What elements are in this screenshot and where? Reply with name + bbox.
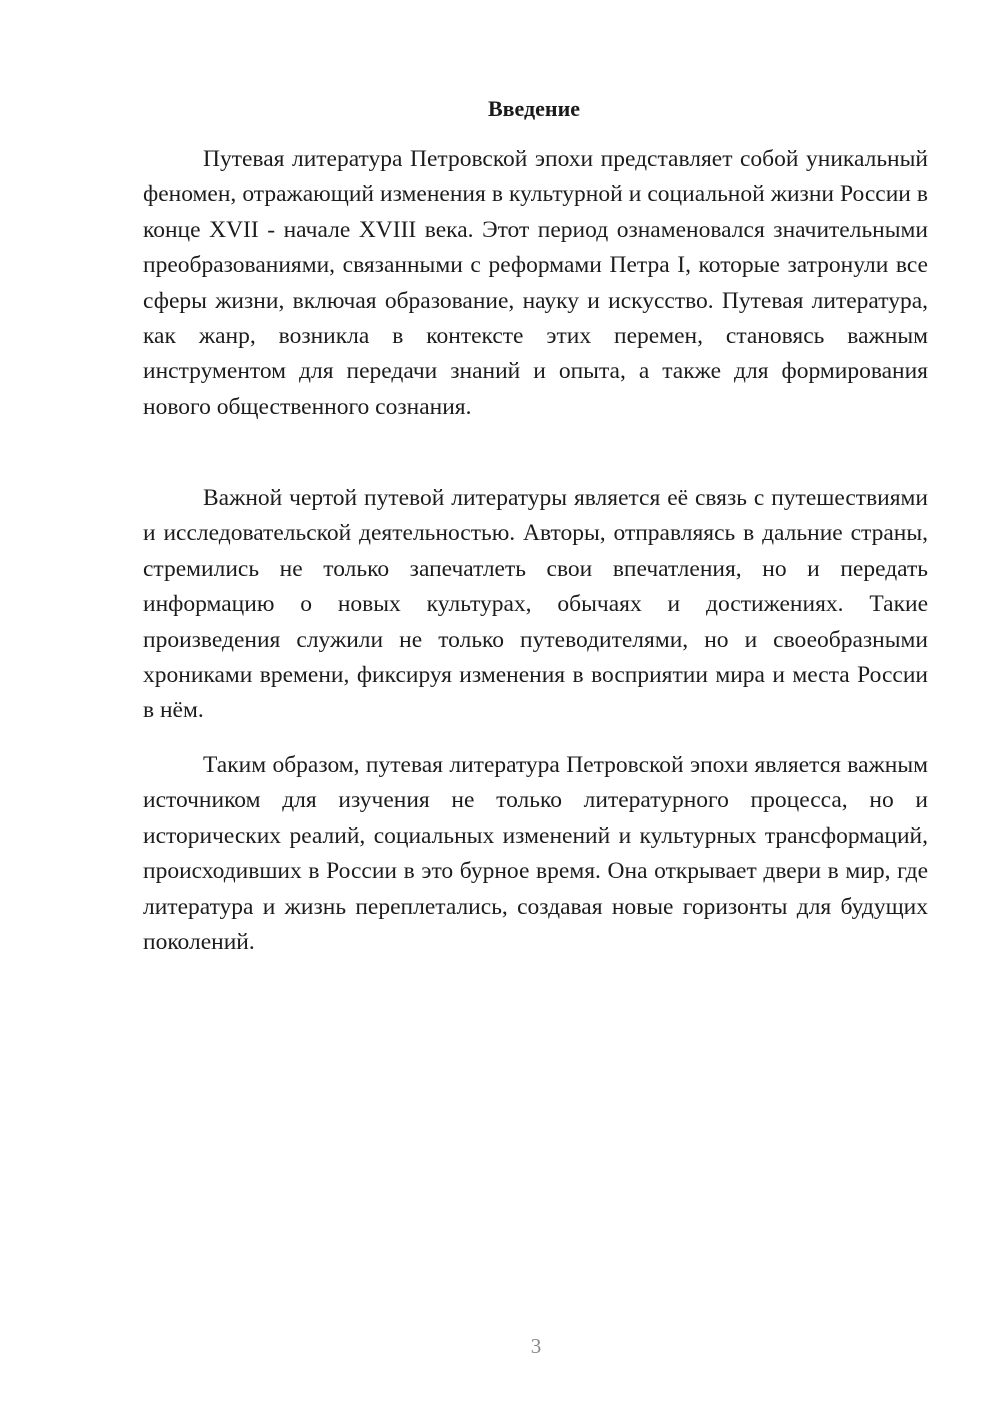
paragraph-intro: Путевая литература Петровской эпохи представляет собой уникальный феномен, отражающий изменения в культурной и социальной жизни России в конце XVII - начале XVIII века. Этот период ознаменовался значительными преобразованиями, связанными с реформами Петра I, которые затронули все сферы жизни, включая образование, науку и искусство. Путевая литература, как жанр, возникла в контексте этих перемен, становясь важным инструментом для передачи знаний и опыта, а также для формирования нового общественного сознания. bbox=[143, 146, 928, 420]
section-heading: Введение bbox=[487, 96, 581, 121]
paragraph-conclusion: Таким образом, путевая литература Петровской эпохи является важным источником для изучения не только литературного процесса, но и исторических реалий, социальных изменений и культурных трансформаций, происходивших в России в это бурное время. Она открывает двери в мир, где литература и жизнь переплетались, создавая новые горизонты для будущих поколений. bbox=[143, 752, 928, 956]
paragraph-travel-features: Важной чертой путевой литературы является её связь с путешествиями и исследовательской деятельностью. Авторы, отправляясь в дальние страны, стремились не только запечатлеть свои впечатления, но и передать информацию о новых культурах, обычаях и достижениях. Такие произведения служили не только путеводителями, но и своеобразными хрониками времени, фиксируя изменения в восприятии мира и места России в нём. bbox=[143, 485, 928, 724]
page-number: 3 bbox=[530, 1334, 542, 1358]
